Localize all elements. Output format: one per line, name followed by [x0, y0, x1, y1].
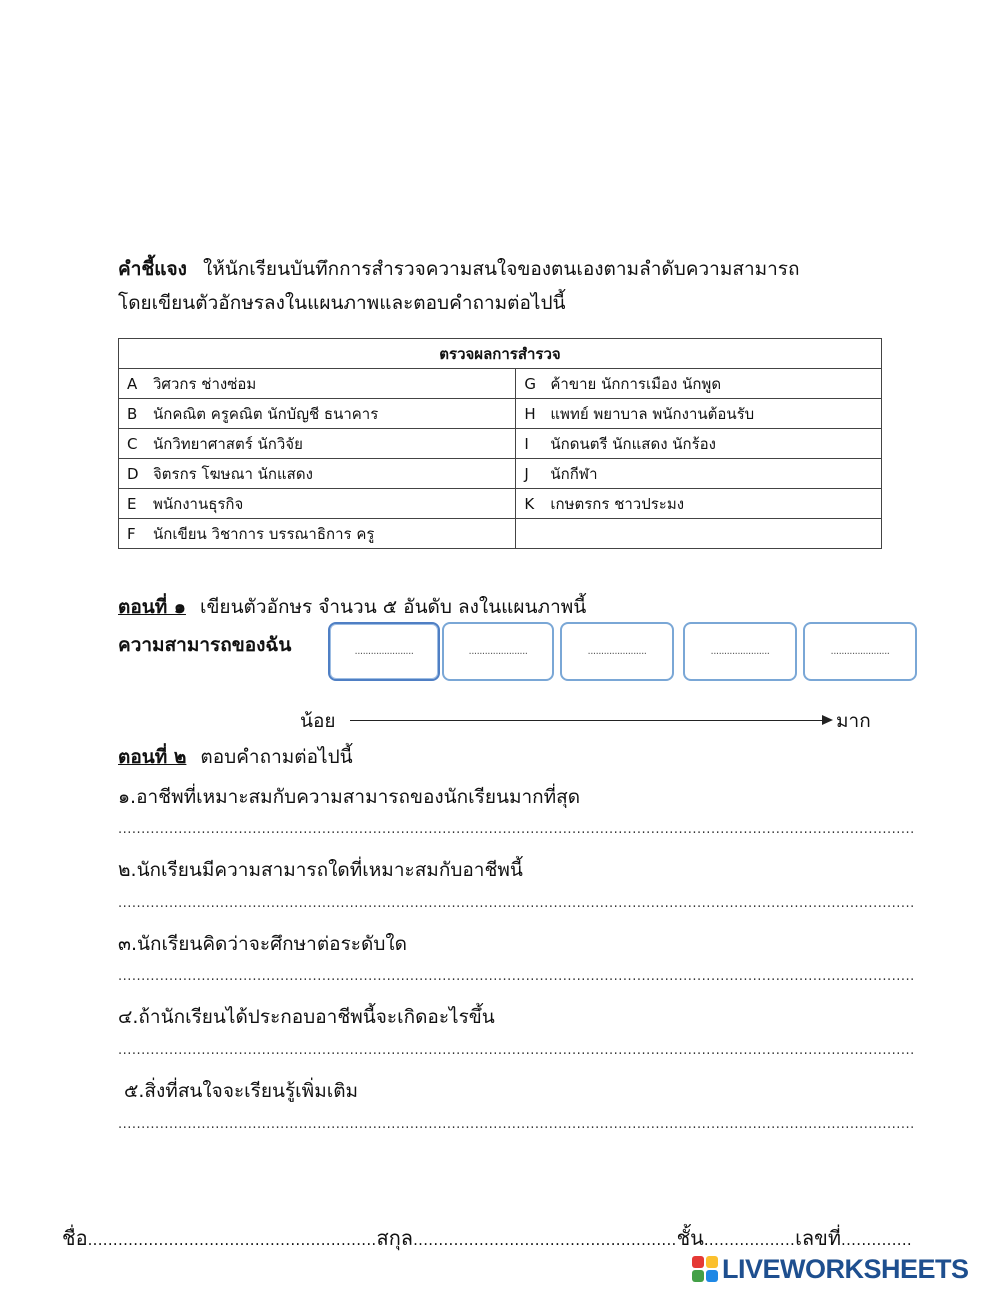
- career-text: นักกีฬา: [550, 464, 598, 483]
- rank-box-1[interactable]: [328, 622, 440, 681]
- part2-label: ตอนที่ ๒: [118, 746, 187, 768]
- part2-heading: [118, 742, 353, 772]
- ability-label: ความสามารถของฉัน: [118, 634, 292, 656]
- career-text: พนักงานธุรกิจ: [153, 494, 244, 513]
- liveworksheets-logo-icon: [692, 1256, 718, 1282]
- table-row: [119, 369, 882, 399]
- answer-line-1[interactable]: ............................................................................................................................................................................: [118, 822, 915, 837]
- career-code: B: [127, 404, 138, 423]
- answer-line-4[interactable]: ............................................................................................................................................................................: [118, 1043, 915, 1058]
- question-3: ๓.นักเรียนคิดว่าจะศึกษาต่อระดับใด: [118, 933, 407, 955]
- career-code: C: [127, 434, 138, 453]
- number-field[interactable]: ..............: [841, 1231, 912, 1249]
- career-code: H: [524, 404, 536, 423]
- class-field[interactable]: ..................: [703, 1231, 796, 1249]
- logo-square: [706, 1270, 718, 1282]
- table-row: [119, 459, 882, 489]
- rank-box-placeholder: ......................: [830, 646, 890, 657]
- career-text: แพทย์ พยาบาล พนักงานต้อนรับ: [550, 404, 755, 423]
- table-row: [119, 489, 882, 519]
- table-row: [119, 429, 882, 459]
- career-code: K: [524, 494, 535, 513]
- table-row: [119, 399, 882, 429]
- career-text: เกษตรกร ชาวประมง: [550, 494, 685, 513]
- survey-result-table: [118, 338, 882, 549]
- instructions-line1: ให้นักเรียนบันทึกการสำรวจความสนใจของตนเองตามลำดับความสามารถ: [202, 258, 800, 280]
- answer-line-3[interactable]: ............................................................................................................................................................................: [118, 969, 915, 984]
- surname-label: สกุล: [376, 1226, 414, 1250]
- part2-text: ตอบคำถามต่อไปนี้: [200, 746, 353, 768]
- career-text: นักคณิต ครูคณิต นักบัญชี ธนาคาร: [153, 404, 379, 423]
- name-label: ชื่อ: [62, 1226, 88, 1250]
- question-1: ๑.อาชีพที่เหมาะสมกับความสามารถของนักเรียนมากที่สุด: [118, 786, 581, 808]
- arrow-right-icon: [822, 715, 833, 725]
- rank-box-placeholder: ......................: [587, 646, 647, 657]
- career-code: J: [524, 464, 529, 483]
- rank-box-5[interactable]: [803, 622, 917, 681]
- career-text: จิตรกร โฆษณา นักแสดง: [153, 464, 313, 483]
- scale-low-label: น้อย: [300, 710, 336, 732]
- student-info: [62, 1222, 912, 1254]
- rank-box-4[interactable]: [683, 622, 797, 681]
- part1-label: ตอนที่ ๑: [118, 596, 186, 618]
- surname-field[interactable]: ....................................................: [413, 1231, 677, 1249]
- career-text: ค้าขาย นักการเมือง นักพูด: [550, 374, 722, 393]
- career-text: นักดนตรี นักแสดง นักร้อง: [550, 434, 717, 453]
- career-code: E: [127, 494, 137, 513]
- part1-heading: [118, 592, 586, 622]
- question-2: ๒.นักเรียนมีความสามารถใดที่เหมาะสมกับอาชีพนี้: [118, 859, 523, 881]
- scale-arrow-line: [350, 720, 824, 721]
- career-text: นักเขียน วิชาการ บรรณาธิการ ครู: [153, 524, 375, 543]
- liveworksheets-logo: [692, 1254, 969, 1284]
- table-header: ตรวจผลการสำรวจ: [119, 339, 882, 369]
- part1-text: เขียนตัวอักษร จำนวน ๕ อันดับ ลงในแผนภาพนี้: [199, 596, 587, 618]
- scale-high-label: มาก: [836, 710, 871, 732]
- career-text: วิศวกร ช่างซ่อม: [153, 374, 257, 393]
- rank-box-2[interactable]: [442, 622, 554, 681]
- logo-square: [706, 1256, 718, 1268]
- answer-line-2[interactable]: ............................................................................................................................................................................: [118, 896, 915, 911]
- question-5: ๕.สิ่งที่สนใจจะเรียนรู้เพิ่มเติม: [124, 1080, 359, 1102]
- table-row: [119, 519, 882, 549]
- name-field[interactable]: .........................................................: [87, 1231, 377, 1249]
- answer-line-5[interactable]: ............................................................................................................................................................................: [118, 1117, 915, 1132]
- number-label: เลขที่: [795, 1226, 842, 1250]
- logo-square: [692, 1270, 704, 1282]
- logo-text: LIVEWORKSHEETS: [722, 1253, 969, 1284]
- rank-box-placeholder: ......................: [354, 646, 414, 657]
- instructions: [118, 252, 878, 320]
- instructions-label: คำชี้แจง: [118, 258, 187, 280]
- career-code: F: [127, 524, 136, 543]
- career-code: D: [127, 464, 139, 483]
- career-code: I: [524, 434, 529, 453]
- career-code: G: [524, 374, 537, 393]
- rank-box-placeholder: ......................: [710, 646, 770, 657]
- career-text: นักวิทยาศาสตร์ นักวิจัย: [153, 434, 303, 453]
- rank-box-placeholder: ......................: [468, 646, 528, 657]
- logo-square: [692, 1256, 704, 1268]
- career-code: A: [127, 374, 138, 393]
- question-4: ๔.ถ้านักเรียนได้ประกอบอาชีพนี้จะเกิดอะไรขึ้น: [118, 1006, 495, 1028]
- instructions-line2: โดยเขียนตัวอักษรลงในแผนภาพและตอบคำถามต่อไปนี้: [118, 292, 566, 314]
- rank-box-3[interactable]: [560, 622, 674, 681]
- class-label: ชั้น: [676, 1226, 704, 1250]
